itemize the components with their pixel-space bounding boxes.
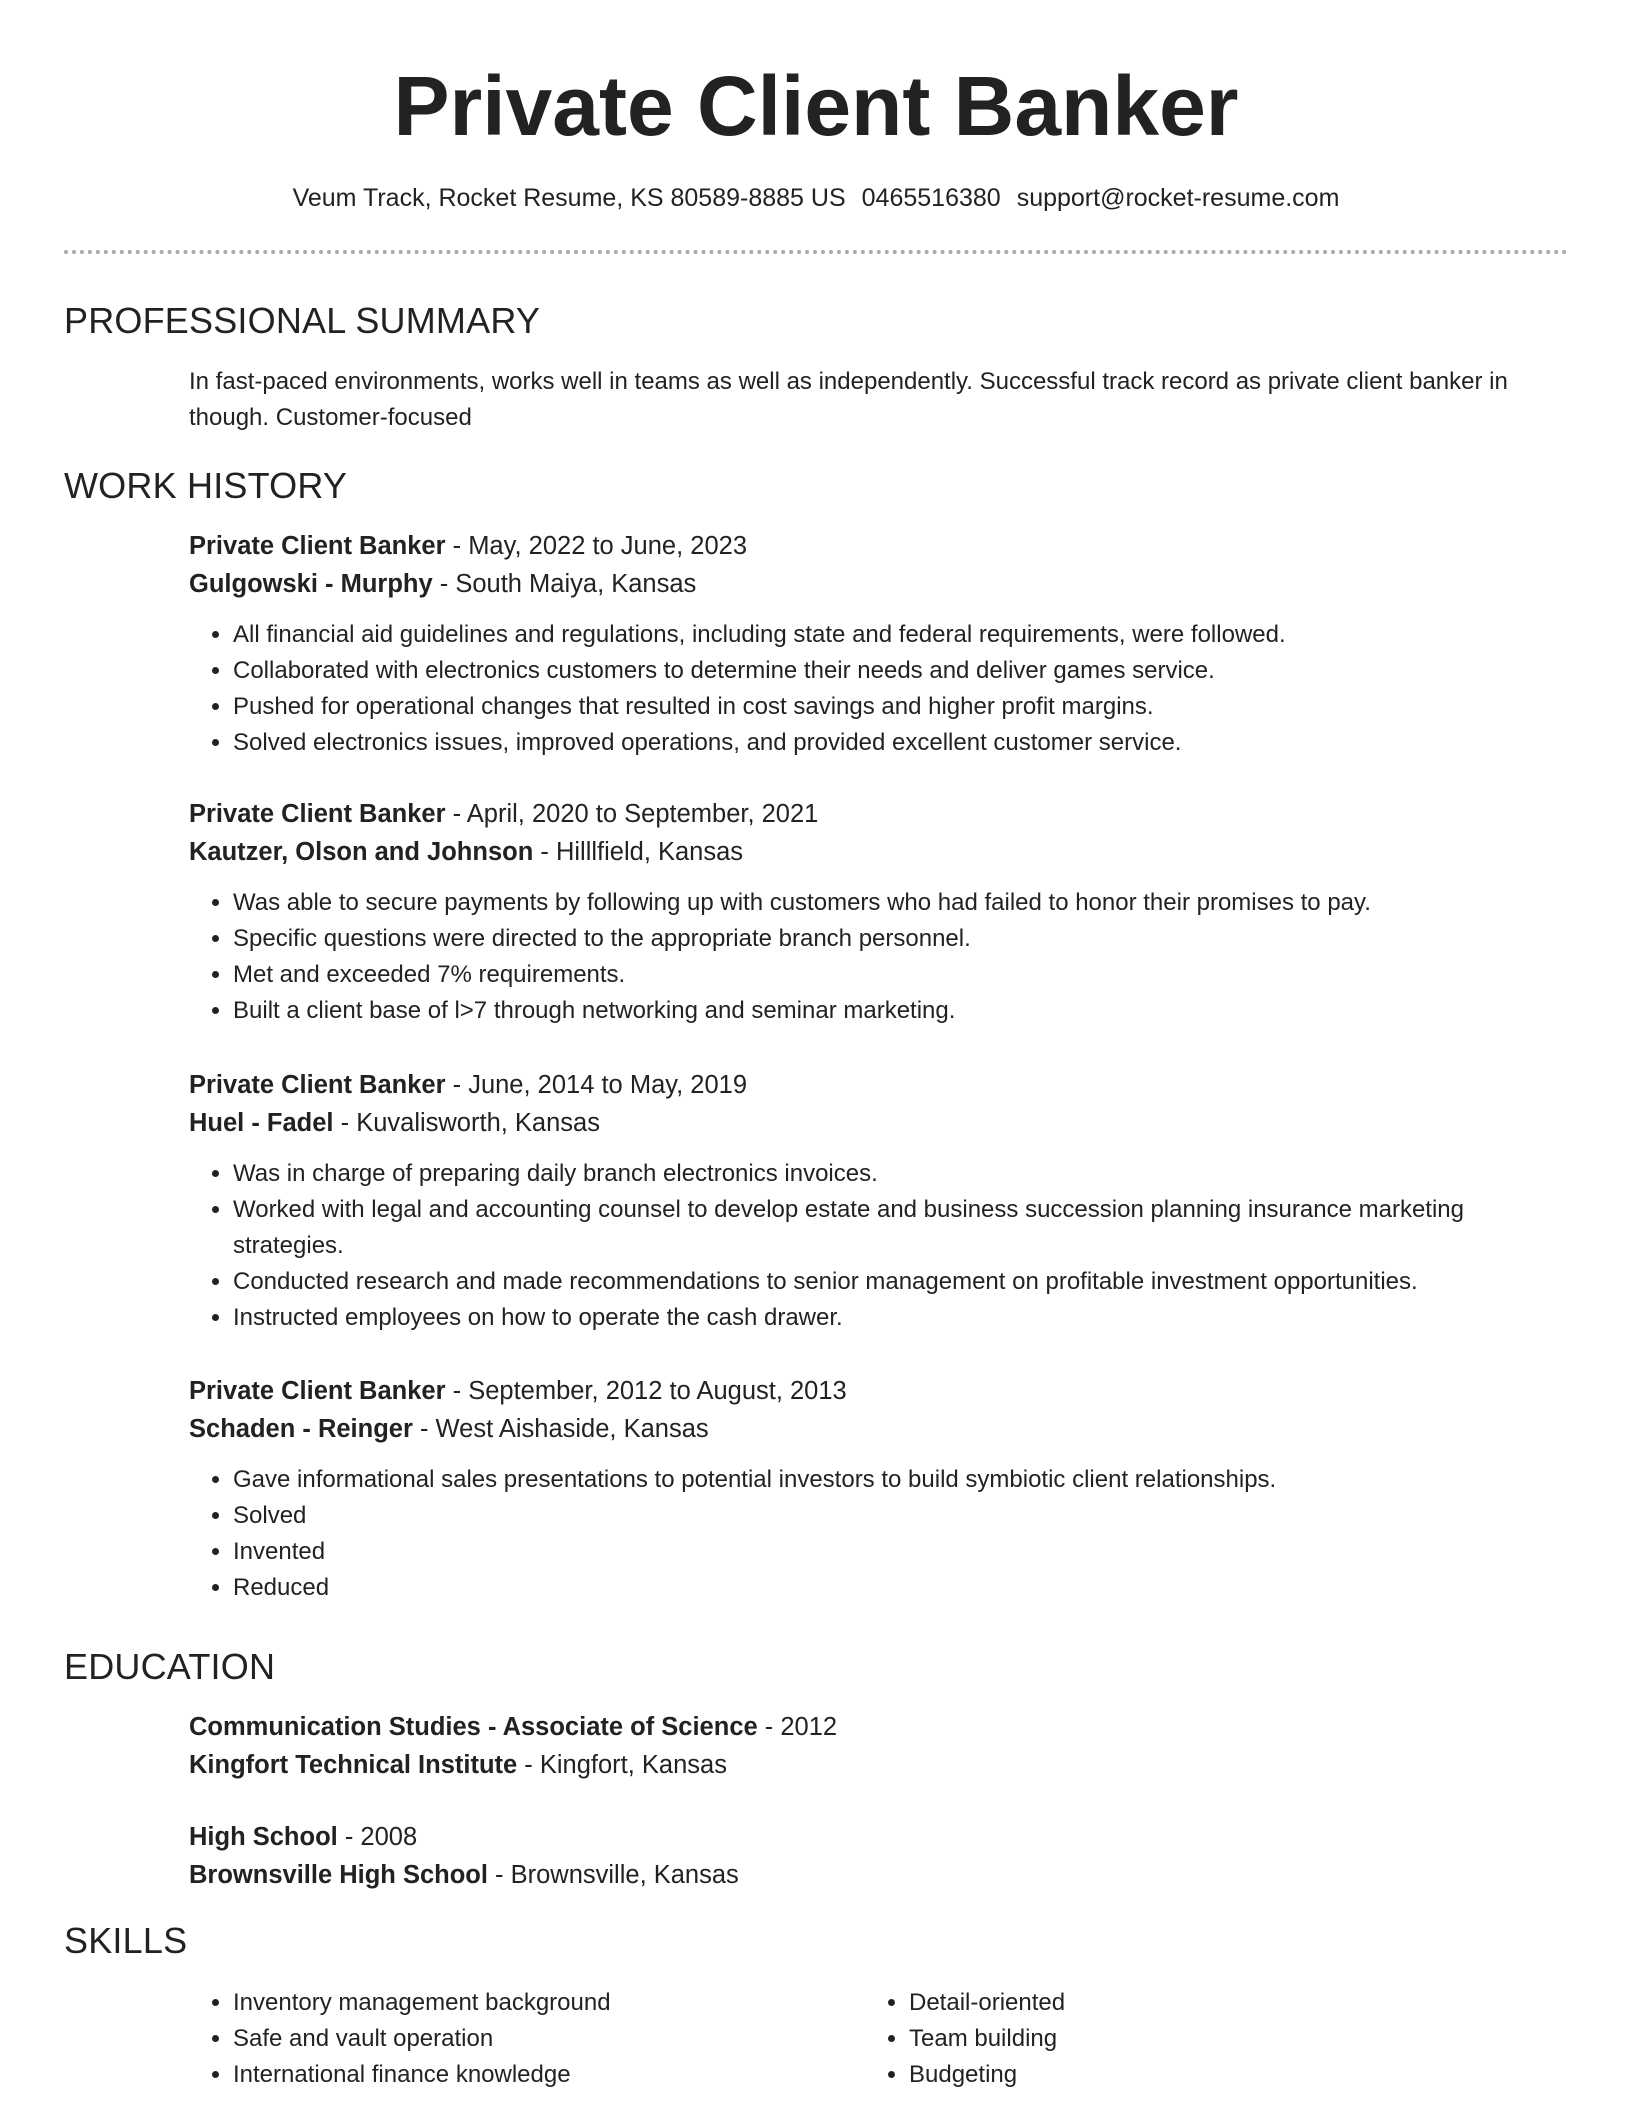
contact-address: Veum Track, Rocket Resume, KS 80589-8885 US xyxy=(292,184,846,212)
resume-page xyxy=(64,0,1568,2088)
header-divider xyxy=(64,250,1568,254)
education-school: Kingfort Technical Institute xyxy=(189,1751,518,1779)
section-title-education: EDUCATION xyxy=(64,1646,276,1687)
job-dates: - June, 2014 to May, 2019 xyxy=(445,1071,747,1099)
skill-item: • Inventory management background xyxy=(233,1985,833,2021)
job-title-line xyxy=(189,527,1569,565)
education-entry xyxy=(189,1818,1569,1894)
list-item: • Built a client base of l>7 through networking and seminar marketing. xyxy=(233,993,1569,1029)
job-location: - Hilllfield, Kansas xyxy=(533,838,744,866)
education-degree-line xyxy=(189,1818,1569,1856)
skill-item: • International finance knowledge xyxy=(233,2057,833,2093)
education-school: Brownsville High School xyxy=(189,1861,488,1889)
job-bullets xyxy=(189,1462,1569,1606)
job-company: Gulgowski - Murphy xyxy=(189,570,433,598)
education-year: - 2012 xyxy=(757,1713,838,1741)
job-role: Private Client Banker xyxy=(189,1377,446,1405)
list-item: • Collaborated with electronics customers to determine their needs and deliver games service. xyxy=(233,653,1569,689)
job-title-line xyxy=(189,1372,1569,1410)
list-item: • Pushed for operational changes that resulted in cost savings and higher profit margins. xyxy=(233,689,1569,725)
contact-phone: 0465516380 xyxy=(861,184,1001,212)
skill-item: • Budgeting xyxy=(909,2057,1509,2093)
skill-item: • Safe and vault operation xyxy=(233,2021,833,2057)
list-item: • Was in charge of preparing daily branch electronics invoices. xyxy=(233,1156,1569,1192)
summary-text: In fast-paced environments, works well in teams as well as independently. Successful track record as private client banker in though. Customer-focused xyxy=(189,368,1508,431)
job-company: Kautzer, Olson and Johnson xyxy=(189,838,534,866)
job-role: Private Client Banker xyxy=(189,1071,446,1099)
contact-email: support@rocket-resume.com xyxy=(1016,184,1340,212)
list-item: • Conducted research and made recommendations to senior management on profitable investment opportunities. xyxy=(233,1264,1569,1300)
section-title-summary: PROFESSIONAL SUMMARY xyxy=(64,300,541,341)
list-item: • All financial aid guidelines and regulations, including state and federal requirements, were followed. xyxy=(233,617,1569,653)
list-item: • Solved xyxy=(233,1498,1569,1534)
education-entry xyxy=(189,1708,1569,1784)
list-item: • Invented xyxy=(233,1534,1569,1570)
education-location: - Kingfort, Kansas xyxy=(517,1751,727,1779)
skills-column-left xyxy=(189,1985,833,2093)
skills-column-right xyxy=(865,1985,1509,2093)
job-location: - Kuvalisworth, Kansas xyxy=(333,1109,600,1137)
job-company-line xyxy=(189,833,1569,871)
job-title-line xyxy=(189,1066,1569,1104)
education-degree: Communication Studies - Associate of Science xyxy=(189,1713,758,1741)
job-dates: - May, 2022 to June, 2023 xyxy=(445,532,747,560)
education-school-line xyxy=(189,1856,1569,1894)
education-degree: High School xyxy=(189,1823,338,1851)
education-school-line xyxy=(189,1746,1569,1784)
list-item: • Reduced xyxy=(233,1570,1569,1606)
list-item: • Met and exceeded 7% requirements. xyxy=(233,957,1569,993)
education-location: - Brownsville, Kansas xyxy=(487,1861,739,1889)
job-dates: - September, 2012 to August, 2013 xyxy=(445,1377,847,1405)
list-item: • Was able to secure payments by following up with customers who had failed to honor their promises to pay. xyxy=(233,885,1569,921)
section-title-work-history: WORK HISTORY xyxy=(64,465,348,506)
list-item: • Gave informational sales presentations to potential investors to build symbiotic client relationships. xyxy=(233,1462,1569,1498)
list-item: • Solved electronics issues, improved operations, and provided excellent customer service. xyxy=(233,725,1569,761)
job-company-line xyxy=(189,1410,1569,1448)
job-entry xyxy=(189,795,1569,1029)
job-role: Private Client Banker xyxy=(189,532,446,560)
job-company: Huel - Fadel xyxy=(189,1109,334,1137)
page-title: Private Client Banker xyxy=(393,59,1239,153)
job-entry xyxy=(189,527,1569,761)
job-dates: - April, 2020 to September, 2021 xyxy=(445,800,819,828)
job-bullets xyxy=(189,617,1569,761)
job-bullets xyxy=(189,1156,1569,1336)
job-company: Schaden - Reinger xyxy=(189,1415,413,1443)
job-entry xyxy=(189,1066,1569,1336)
list-item: • Specific questions were directed to the appropriate branch personnel. xyxy=(233,921,1569,957)
list-item: • Worked with legal and accounting counsel to develop estate and business succession planning insurance marketing strategies. xyxy=(233,1192,1569,1264)
job-company-line xyxy=(189,1104,1569,1142)
section-title-skills: SKILLS xyxy=(64,1920,188,1961)
skill-item: • Team building xyxy=(909,2021,1509,2057)
education-year: - 2008 xyxy=(337,1823,418,1851)
contact-info xyxy=(64,182,1568,214)
job-location: - South Maiya, Kansas xyxy=(432,570,697,598)
list-item: • Instructed employees on how to operate the cash drawer. xyxy=(233,1300,1569,1336)
job-entry xyxy=(189,1372,1569,1606)
job-title-line xyxy=(189,795,1569,833)
job-role: Private Client Banker xyxy=(189,800,446,828)
education-degree-line xyxy=(189,1708,1569,1746)
job-location: - West Aishaside, Kansas xyxy=(412,1415,709,1443)
skill-item: • Detail-oriented xyxy=(909,1985,1509,2021)
job-company-line xyxy=(189,565,1569,603)
job-bullets xyxy=(189,885,1569,1029)
